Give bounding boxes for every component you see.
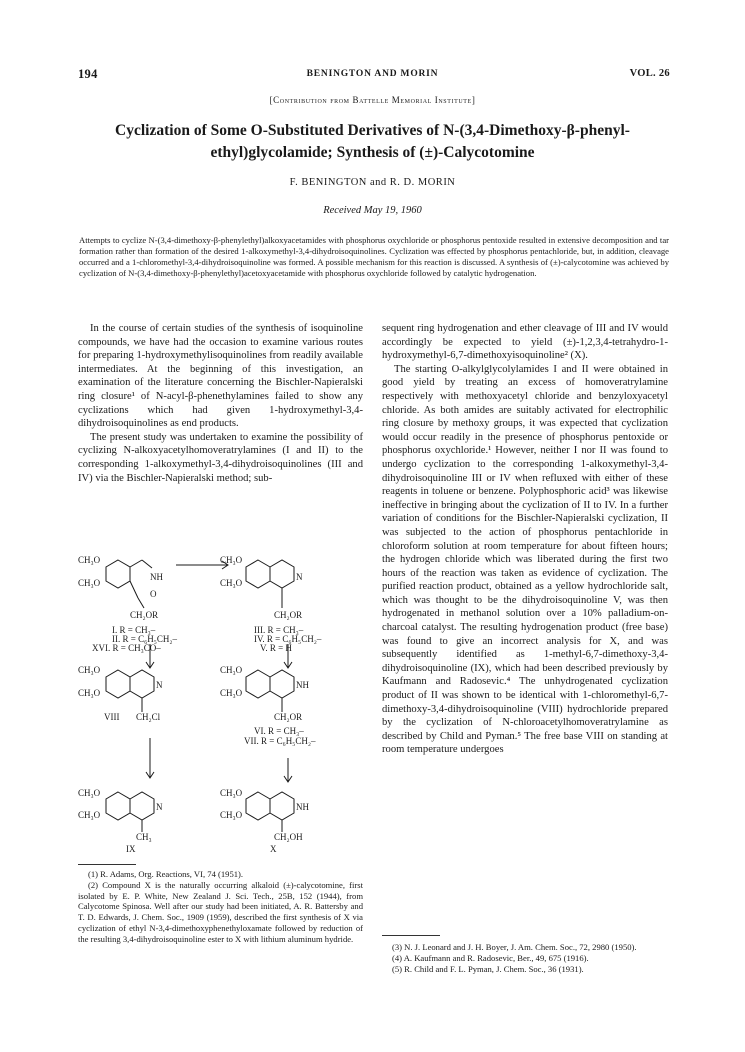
body-paragraph-continued: sequent ring hydrogenation and ether cleavage of III and IV would accordingly be expected to yield (±)-1,2,3,4-tetrahydro-1-hydroxymethyl-6,7-dimethoxyisoquinoline² (X). xyxy=(382,323,668,362)
ch2or-label: CH₂OR xyxy=(130,610,159,620)
right-column-body xyxy=(382,322,668,757)
footnote-4: (4) A. Kaufmann and R. Radosevic, Ber., 49, 675 (1916). xyxy=(392,952,589,963)
benzene-ring-2 xyxy=(246,560,270,588)
compound-9-label: IX xyxy=(126,844,136,854)
methoxy-label: CH₃O xyxy=(220,555,243,565)
dihydro-ring-9 xyxy=(130,792,154,820)
left-column-intro xyxy=(78,322,363,485)
n-label: N xyxy=(296,572,303,582)
oxygen-label: O xyxy=(150,589,157,599)
compound-7-label: VII. R = C₆H₅CH₂– xyxy=(244,736,316,746)
compound-3-label: III. R = CH₃– xyxy=(254,625,304,635)
dihydro-ring-2 xyxy=(270,560,294,588)
benzene-ring-6 xyxy=(246,670,270,698)
methoxy-label: CH₃O xyxy=(220,810,243,820)
ch2or-label: CH₂OR xyxy=(274,610,303,620)
methoxy-label: CH₃O xyxy=(220,788,243,798)
contribution-line: [Contribution from Battelle Memorial Institute] xyxy=(269,95,476,105)
methoxy-label: CH₃O xyxy=(78,665,101,675)
methoxy-label: CH₃O xyxy=(78,688,101,698)
footnote-5: (5) R. Child and F. L. Pyman, J. Chem. Soc., 36 (1931). xyxy=(392,963,584,974)
tetrahydro-ring-6 xyxy=(270,670,294,698)
volume-label: VOL. 26 xyxy=(629,68,670,79)
footnotes-right xyxy=(382,942,668,974)
benzene-ring-9 xyxy=(106,792,130,820)
methoxy-label: CH₃O xyxy=(78,578,101,588)
ch2oh-label: CH₂OH xyxy=(274,832,303,842)
nh-label: NH xyxy=(296,680,309,690)
methoxy-label: CH₃O xyxy=(78,810,101,820)
running-title: BENINGTON AND MORIN xyxy=(306,69,439,79)
reaction-scheme xyxy=(78,548,368,860)
benzene-ring-10 xyxy=(246,792,270,820)
ch2cl-label: CH₂Cl xyxy=(136,712,161,722)
article-title-line-2: ethyl)glycolamide; Synthesis of (±)-Calycotomine xyxy=(210,144,535,161)
nh-label: NH xyxy=(296,802,309,812)
ch2or-label: CH₂OR xyxy=(274,712,303,722)
tetrahydro-ring-10 xyxy=(270,792,294,820)
footnotes-left xyxy=(78,869,363,945)
dihydro-ring-8 xyxy=(130,670,154,698)
abstract: Attempts to cyclize N-(3,4-dimethoxy-β-phenylethyl)alkoxyacetamides with phosphorus oxychloride or phosphorus pentoxide resulted in extensive decomposition and tar formation rather than formation of the desired 1-alkoxymethyl-3,4-dihydroisoquinolines. Cyclization was effected by phosphorus pentachloride, but, in addition, cleavage occurred and a 1-chloromethyl-3,4-dihydroisoquinoline was formed. A possible mechanism for this reaction is discussed. A synthesis of (±)-calycotomine was achieved by cyclization of N-(3,4-dimethoxy-β-phenylethyl)acetoxyacetamide with phosphorus oxychloride followed by catalytic hydrogenation. xyxy=(79,235,669,278)
footnote-2: (2) Compound X is the naturally occurring alkaloid (±)-calycotomine, first isolated by E. P. White, New Zealand J. Sci. Tech., 25B, 152 (1944), from Calycotome Spinosa. Well after our study had been initiated, A. R. Battersby and T. D. Edwards, J. Chem. Soc., 1909 (1959), described the first synthesis of X via cyclization of ethyl N-3,4-dimethoxyphenethyloxamate followed by reduction of the resulting 3,4-dihydroisoquinoline ester to X with lithium aluminum hydride. xyxy=(78,879,363,944)
compound-2-label: II. R = C₆H₅CH₂– xyxy=(112,634,177,644)
footnote-rule-right xyxy=(382,935,440,936)
benzene-ring-1 xyxy=(106,560,130,588)
methoxy-label: CH₃O xyxy=(78,555,101,565)
intro-paragraph-2: The present study was undertaken to examine the possibility of cyclizing N-alkoxyacetylhomoveratrylamines (I and II) to the corresponding 1-alkoxymethyl-3,4-dihydroisoquinolines (III and IV) via the Bischler-Napieralski method; sub- xyxy=(78,431,363,484)
n-label: N xyxy=(156,802,163,812)
methoxy-label: CH₃O xyxy=(78,788,101,798)
ch3-label: CH₃ xyxy=(136,832,152,842)
compound-16-label: XVI. R = CH₃CO– xyxy=(92,643,161,653)
footnote-rule-left xyxy=(78,864,136,865)
compound-8-label: VIII xyxy=(104,712,120,722)
benzene-ring-8 xyxy=(106,670,130,698)
article-title-line-1: Cyclization of Some O-Substituted Derivatives of N-(3,4-Dimethoxy-β-phenyl- xyxy=(115,122,630,139)
n-label: N xyxy=(156,680,163,690)
intro-paragraph-1: In the course of certain studies of the synthesis of isoquinoline compounds, we have had the occasion to examine various routes for preparing 1-hydroxymethylisoquinolines from readily available intermediates. At the beginning of this investigation, an examination of the literature concerning the Bischler-Napieralski ring closure¹ of N-acyl-β-phenethylamines failed to show any cyclizations which had given 1-hydroxymethyl-3,4-dihydroisoquinolines as end products. xyxy=(78,323,363,430)
methoxy-label: CH₃O xyxy=(220,578,243,588)
nh-label: NH xyxy=(150,572,163,582)
compound-4-label: IV. R = C₆H₅CH₂– xyxy=(254,634,322,644)
body-paragraph-main: The starting O-alkylglycolylamides I and II were obtained in good yield by treating an excess of homoveratrylamine respectively with methoxyacetyl chloride and benzyloxyacetyl chloride. As both amides are suitably activated for electrophilic ring closure by methoxy groups, it was expected that cyclization would occur readily in the presence of phosphorus pentoxide or phosphorus oxychloride.¹ However, neither I nor II was found to undergo cyclization to the corresponding 1-alkoxymethyl-3,4-dihydroisoquinoline III or IV when refluxed with either of these reagents in toluene or benzene. Polyphosphoric acid³ was likewise ineffective in bringing about the cyclization of II to IV. In a further variation of conditions for the Bischler-Napieralski cyclization, II was subjected to the action of phosphorus pentachloride in chloroform solution at room temperature for about fifteen hours; the hydrogen chloride which was liberated during the first two hours of the reaction was taken as evidence of cyclization. The purified reaction product, obtained as a yellow hydrochloride salt, which was thought to be the dihydroisoquinoline V, was then hydrogenated in methanol solution over a 10% palladium-on-charcoal catalyst. The resulting hydrogenation product (free base) was found to give an incorrect analysis for X, and was subsequently identified as 1-methyl-6,7-dimethoxy-3,4-dihydroisoquinoline (IX), which had been described previously by Kaufmann and Radosevic.⁴ The unhydrogenated cyclization product of II was shown to be identical with 1-chloromethyl-6,7-dimethoxy-3,4-dihydroisoquinoline (VIII) hydrochloride prepared by the cyclization of N-chloroacetylhomoveratrylamine as described by Child and Pyman.⁵ The free base VIII on standing at room temperature undergoes xyxy=(382,363,668,756)
received-date: Received May 19, 1960 xyxy=(323,205,422,216)
compound-10-label: X xyxy=(270,844,277,854)
compound-5-label: V. R = H xyxy=(260,643,292,653)
compound-1-label: I. R = CH₃– xyxy=(112,625,156,635)
authors: F. BENINGTON and R. D. MORIN xyxy=(289,177,456,188)
footnote-3: (3) N. J. Leonard and J. H. Boyer, J. Am. Chem. Soc., 72, 2980 (1950). xyxy=(392,942,637,952)
compound-6-label: VI. R = CH₃– xyxy=(254,726,304,736)
methoxy-label: CH₃O xyxy=(220,665,243,675)
page-number: 194 xyxy=(78,67,98,81)
methoxy-label: CH₃O xyxy=(220,688,243,698)
footnote-1: (1) R. Adams, Org. Reactions, VI, 74 (1951). xyxy=(88,869,244,879)
